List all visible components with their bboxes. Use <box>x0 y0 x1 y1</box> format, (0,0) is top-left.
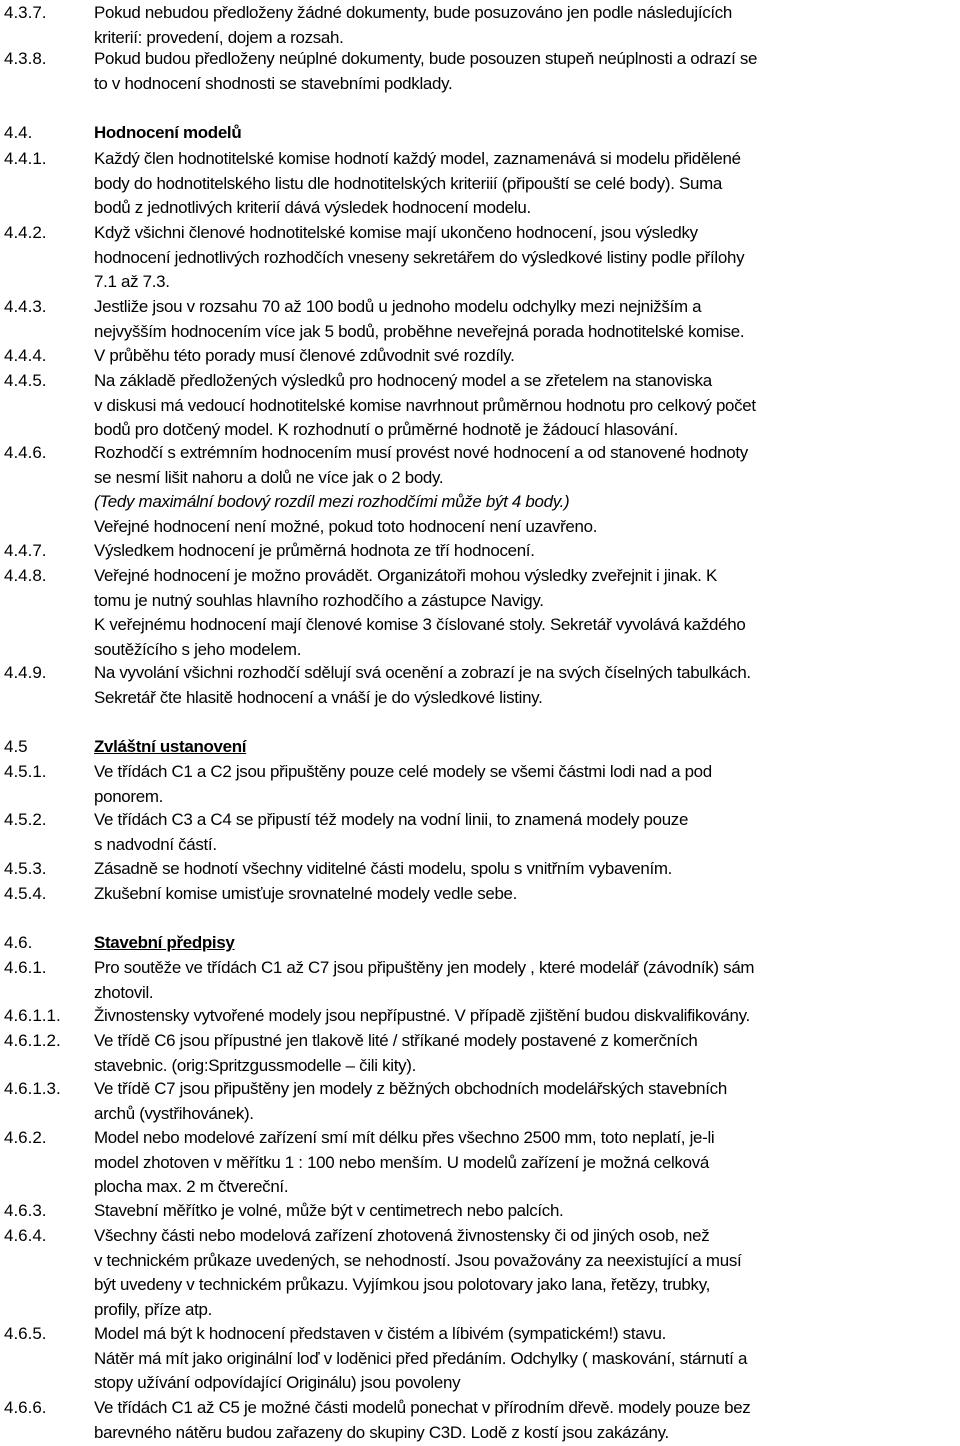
text-line: stavebnic. (orig:Spritzgussmodelle – čili kity). <box>94 1055 416 1075</box>
item-text <box>94 661 960 710</box>
text-line: Nátěr má mít jako originální loď v loděnici před předáním. Odchylky ( maskování, stárnutí a <box>94 1348 748 1368</box>
item-number: 4.6.2. <box>4 1128 47 1147</box>
text-line: Zásadně se hodnotí všechny viditelné části modelu, spolu s vnitřním vybavením. <box>94 859 673 878</box>
text-line: tomu je nutný souhlas hlavního rozhodčího a zástupce Navigy. <box>94 590 544 610</box>
text-line: s nadvodní částí. <box>94 834 217 854</box>
item-number: 4.5.2. <box>4 810 47 829</box>
text-line: (Tedy maximální bodový rozdíl mezi rozhodčími může být 4 body.) <box>94 492 570 511</box>
text-line: Stavební předpisy <box>94 933 235 952</box>
item-text <box>94 857 960 882</box>
item-text <box>94 1224 960 1322</box>
item-number: 4.6.1. <box>4 958 47 977</box>
section-heading-text <box>94 121 960 146</box>
item-text <box>94 564 960 662</box>
text-line: Stavební měřítko je volné, může být v centimetrech nebo palcích. <box>94 1201 564 1220</box>
text-line: Ve třídě C6 jsou přípustné jen tlakově lité / stříkané modely postavené z komerčních <box>94 1031 698 1050</box>
text-line: Výsledkem hodnocení je průměrná hodnota ze tří hodnocení. <box>94 541 535 560</box>
item-text <box>94 1004 960 1029</box>
text-line: Model nebo modelové zařízení smí mít délku přes všechno 2500 mm, toto neplatí, je-li <box>94 1128 715 1147</box>
text-line: Na vyvolání všichni rozhodčí sdělují svá ocenění a zobrazí je na svých číselných tabulkách. <box>94 663 751 682</box>
text-line: K veřejnému hodnocení mají členové komise 3 číslované stoly. Sekretář vyvolává každého <box>94 615 746 634</box>
item-text <box>94 1 960 50</box>
item-number: 4.5.4. <box>4 884 47 903</box>
text-line: hodnocení jednotlivých rozhodčích vneseny sekretářem do výsledkové listiny podle přílohy <box>94 247 745 267</box>
item-text <box>94 369 960 443</box>
text-line: být uvedeny v technickém průkazu. Vyjímkou jsou polotovary jako lana, řetězy, trubky, <box>94 1275 710 1294</box>
section-heading-text <box>94 735 960 760</box>
item-number: 4.4.7. <box>4 541 47 560</box>
text-line: Všechny části nebo modelová zařízení zhotovená živnostensky či od jiných osob, než <box>94 1226 710 1245</box>
item-number: 4.3.8. <box>4 49 47 68</box>
item-number: 4.6.4. <box>4 1226 47 1245</box>
item-number: 4.6.1.2. <box>4 1031 61 1050</box>
text-line: zhotovil. <box>94 982 154 1002</box>
item-number: 4.4.8. <box>4 566 47 585</box>
text-line: ponorem. <box>94 786 164 806</box>
text-line: Když všichni členové hodnotitelské komise mají ukončeno hodnocení, jsou výsledky <box>94 223 698 242</box>
item-text <box>94 1126 960 1200</box>
text-line: Ve třídách C3 a C4 se připustí též modely na vodní linii, to znamená modely pouze <box>94 810 689 829</box>
item-number: 4.6. <box>4 933 33 952</box>
text-line: Ve třídách C1 až C5 je možné části modelů ponechat v přírodním dřevě. modely pouze bez <box>94 1398 751 1417</box>
text-line: nejvyšším hodnocením více jak 5 bodů, proběhne neveřejná porada hodnotitelské komise. <box>94 321 745 341</box>
text-line: profily, příze atp. <box>94 1299 213 1319</box>
item-text <box>94 1199 960 1224</box>
item-text <box>94 808 960 857</box>
item-text <box>94 1077 960 1126</box>
text-line: barevného nátěru budou zařazeny do skupiny C3D. Lodě z kostí jsou zakázány. <box>94 1422 669 1442</box>
text-line: bodů pro dotčený model. K rozhodnutí o průměrné hodnotě je žádoucí hlasování. <box>94 420 679 439</box>
item-text <box>94 441 960 539</box>
item-number: 4.6.3. <box>4 1201 47 1220</box>
text-line: V průběhu této porady musí členové zdůvodnit své rozdíly. <box>94 346 515 365</box>
text-line: Rozhodčí s extrémním hodnocením musí provést nové hodnocení a od stanovené hodnoty <box>94 443 748 462</box>
item-number: 4.6.1.1. <box>4 1006 61 1025</box>
text-line: soutěžícího s jeho modelem. <box>94 639 302 659</box>
text-line: Zkušební komise umisťuje srovnatelné modely vedle sebe. <box>94 884 518 903</box>
item-number: 4.5 <box>4 737 28 756</box>
item-number: 4.4. <box>4 123 33 142</box>
item-text <box>94 295 960 344</box>
item-number: 4.4.2. <box>4 223 47 242</box>
text-line: to v hodnocení shodnosti se stavebními podklady. <box>94 73 453 93</box>
text-line: Pro soutěže ve třídách C1 až C7 jsou připuštěny jen modely , které modelář (závodník) sám <box>94 958 755 977</box>
item-text <box>94 1029 960 1078</box>
item-number: 4.4.3. <box>4 297 47 316</box>
text-line: Hodnocení modelů <box>94 123 242 142</box>
item-number: 4.6.6. <box>4 1398 47 1417</box>
text-line: Pokud budou předloženy neúplné dokumenty, bude posouzen stupeň neúplnosti a odrazí se <box>94 49 758 68</box>
text-line: Jestliže jsou v rozsahu 70 až 100 bodů u jednoho modelu odchylky mezi nejnižším a <box>94 297 702 316</box>
text-line: Veřejné hodnocení je možno provádět. Organizátoři mohou výsledky zveřejnit i jinak. K <box>94 566 717 585</box>
item-number: 4.6.1.3. <box>4 1079 61 1098</box>
text-line: Model má být k hodnocení představen v čistém a líbivém (sympatickém!) stavu. <box>94 1324 666 1343</box>
item-text <box>94 1396 960 1445</box>
item-text <box>94 221 960 295</box>
text-line: stopy užívání odpovídající Originálu) jsou povoleny <box>94 1373 461 1392</box>
item-number: 4.4.1. <box>4 149 47 168</box>
item-text <box>94 147 960 221</box>
text-line: Na základě předložených výsledků pro hodnocený model a se zřetelem na stanoviska <box>94 371 712 390</box>
text-line: se nesmí lišit nahoru a dolů ne více jak o 2 body. <box>94 467 444 487</box>
text-line: 7.1 až 7.3. <box>94 272 170 291</box>
text-line: body do hodnotitelského listu dle hodnotitelských kriteriií (připouští se celé body). Suma <box>94 173 723 193</box>
text-line: model zhotoven v měřítku 1 : 100 nebo menším. U modelů zařízení je možná celková <box>94 1152 709 1172</box>
item-text <box>94 1322 960 1396</box>
text-line: Každý člen hodnotitelské komise hodnotí každý model, zaznamenává si modelu přidělené <box>94 149 741 168</box>
text-line: archů (vystřihovánek). <box>94 1103 254 1123</box>
text-line: Sekretář čte hlasitě hodnocení a vnáší je do výsledkové listiny. <box>94 687 543 707</box>
text-line: Pokud nebudou předloženy žádné dokumenty, bude posuzováno jen podle následujících <box>94 3 733 22</box>
text-line: Ve třídě C7 jsou připuštěny jen modely z běžných obchodních modelářských stavebních <box>94 1079 727 1098</box>
text-line: kriterií: provedení, dojem a rozsah. <box>94 27 344 47</box>
item-text <box>94 956 960 1005</box>
item-text <box>94 344 960 369</box>
section-heading-text <box>94 931 960 956</box>
item-text <box>94 760 960 809</box>
item-text <box>94 47 960 96</box>
text-line: v technickém průkaze uvedených, se nehodností. Jsou považovány za neexistující a musí <box>94 1250 742 1270</box>
item-number: 4.3.7. <box>4 3 47 22</box>
text-line: Ve třídách C1 a C2 jsou připuštěny pouze celé modely se všemi částmi lodi nad a pod <box>94 762 712 781</box>
text-line: Zvláštní ustanovení <box>94 737 247 756</box>
item-number: 4.4.4. <box>4 346 47 365</box>
item-number: 4.6.5. <box>4 1324 47 1343</box>
text-line: Živnostensky vytvořené modely jsou nepřípustné. V případě zjištění budou diskvalifikovány. <box>94 1006 750 1025</box>
item-number: 4.4.9. <box>4 663 47 682</box>
item-number: 4.4.5. <box>4 371 47 390</box>
text-line: Veřejné hodnocení není možné, pokud toto hodnocení není uzavřeno. <box>94 516 598 536</box>
item-text <box>94 882 960 907</box>
item-text <box>94 539 960 564</box>
item-number: 4.5.1. <box>4 762 47 781</box>
text-line: plocha max. 2 m čtvereční. <box>94 1177 289 1196</box>
text-line: v diskusi má vedoucí hodnotitelské komise navrhnout průměrnou hodnotu pro celkový počet <box>94 395 756 415</box>
item-number: 4.5.3. <box>4 859 47 878</box>
item-number: 4.4.6. <box>4 443 47 462</box>
text-line: bodů z jednotlivých kriterií dává výsledek hodnocení modelu. <box>94 198 531 217</box>
